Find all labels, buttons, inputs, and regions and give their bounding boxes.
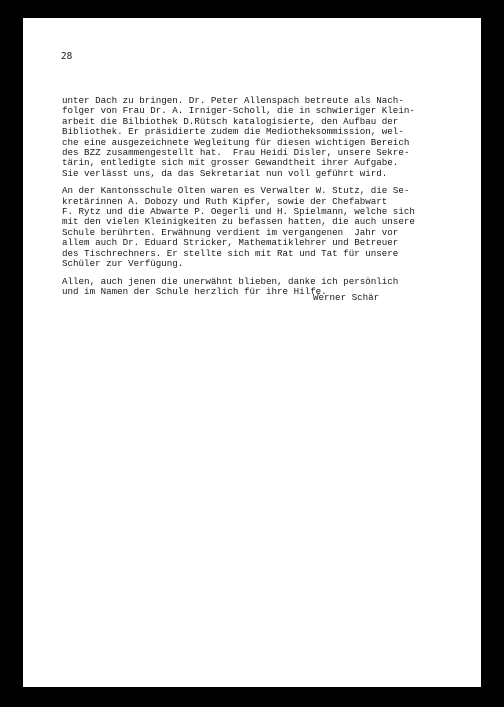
paragraph-1 [62,96,462,179]
text-line: Bibliothek. Er präsidierte zudem die Mediotheksommission, wel- [62,126,404,138]
text-line: tärin, entledigte sich mit grosser Gewandtheit ihrer Aufgabe. [62,157,399,169]
paragraph-3 [62,277,462,298]
page-number: 28 [61,51,73,62]
text-line: Schule berührten. Erwähnung verdient im vergangenen Jahr vor [62,226,399,238]
text-line: des Tischrechners. Er stellte sich mit Rat und Tat für unsere [62,247,399,259]
text-line: arbeit die Bilbiothek D.Rütsch katalogisierte, den Aufbau der [62,115,399,127]
signature: Werner Schär [313,292,380,303]
text-line: allem auch Dr. Eduard Stricker, Mathematiklehrer und Betreuer [62,237,399,249]
paragraph-2 [62,186,462,269]
text-line: folger von Frau Dr. A. Irniger-Scholl, die in schwieriger Klein- [62,105,415,117]
text-line: An der Kantonsschule Olten waren es Verwalter W. Stutz, die Se- [62,185,410,197]
text-line: mit den vielen Kleinigkeiten zu befassen hatten, die auch unsere [62,216,415,228]
document-page [23,18,481,687]
text-line: che eine ausgezeichnete Wegleitung für diesen wichtigen Bereich [62,136,410,148]
text-line: Schüler zur Verfügung. [62,258,184,270]
text-line: Allen, auch jenen die unerwähnt blieben, danke ich persönlich [62,275,399,287]
text-line: unter Dach zu bringen. Dr. Peter Allenspach betreute als Nach- [62,95,404,106]
text-line: und im Namen der Schule herzlich für ihre Hilfe. [62,285,327,297]
text-line: kretärinnen A. Dobozy und Ruth Kipfer, sowie der Chefabwart [62,195,388,207]
text-line: des BZZ zusammengestellt hat. Frau Heidi Disler, unsere Sekre- [62,147,410,159]
text-line: F. Rytz und die Abwarte P. Oegerli und H. Spielmann, welche sich [62,206,415,218]
text-line: Sie verlässt uns, da das Sekretariat nun voll geführt wird. [62,167,388,179]
body-text [62,96,462,304]
